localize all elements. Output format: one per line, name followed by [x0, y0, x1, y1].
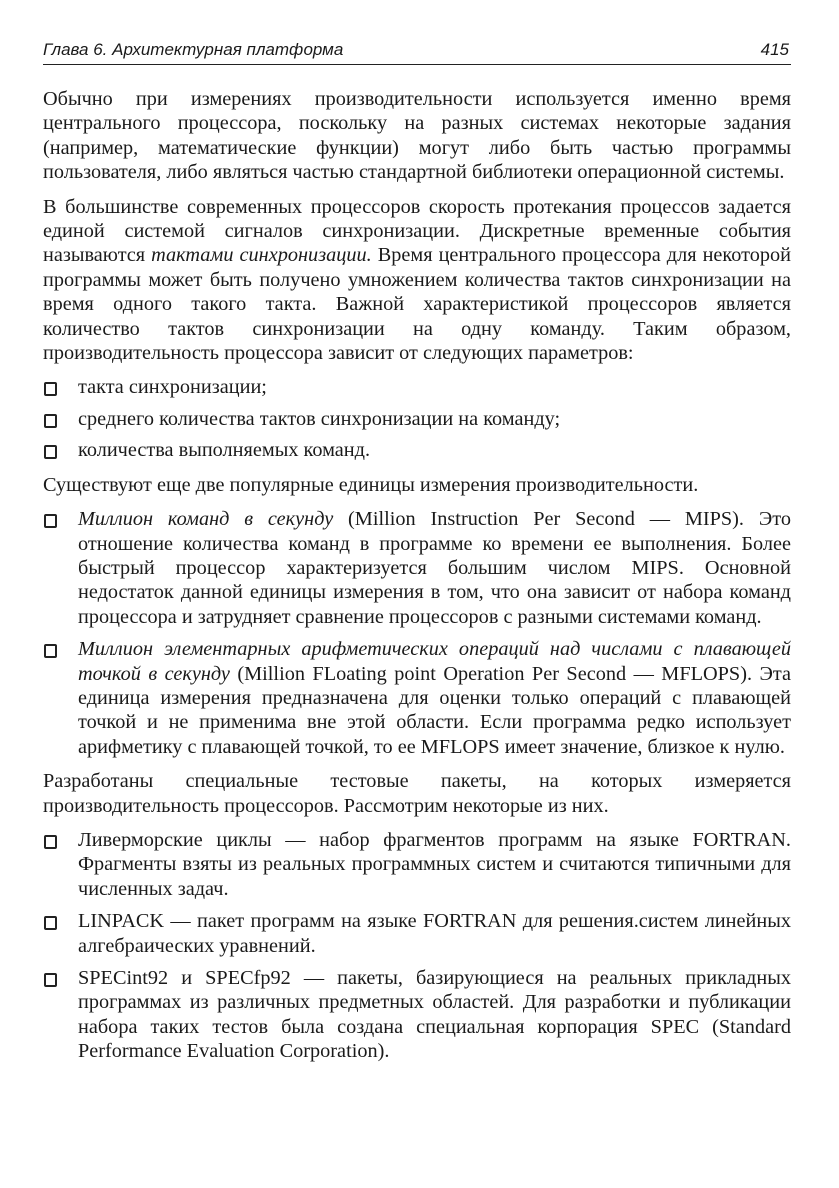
list-item-text: (Million Instruction Per Second — MIPS). Это отношение количества команд в программе ко времени ее выполнения. Более быстрый процессор характеризуется большим числом MIPS. Основной недостаток данной единицы измерения в том, что она зависит от набора команд процессора и затрудняет сравнение процессоров с разными системами команд. [78, 508, 791, 628]
checkbox-bullet-icon [44, 644, 57, 658]
paragraph [43, 195, 791, 366]
list-item [43, 909, 791, 958]
list-item [43, 828, 791, 901]
paragraph-text: Время центрального процессора для некоторой программы может быть получено умножением количества тактов синхронизации на время одного такого такта. Важной характеристикой процессоров является количество тактов синхронизации на одну команду. Таким образом, производительность процессора зависит от следующих параметров: [43, 244, 791, 365]
checkbox-bullet-icon [44, 382, 57, 396]
list-item-text: среднего количества тактов синхронизации на команду; [78, 407, 561, 430]
list-item-text: такта синхронизации; [78, 376, 267, 399]
params-list [43, 375, 791, 462]
checkbox-bullet-icon [44, 835, 57, 849]
list-item-text: количества выполняемых команд. [78, 439, 371, 462]
paragraph-text: В большинстве современных процессоров скорость протекания процессов задается единой системой сигналов синхронизации. Дискретные временные события называются [43, 195, 791, 267]
paragraph: Разработаны специальные тестовые пакеты, на которых измеряется производительность процессоров. Рассмотрим некоторые из них. [43, 770, 791, 817]
checkbox-bullet-icon [44, 445, 57, 459]
term-emphasis: Миллион элементарных арифметических операций над числами с плавающей точкой в секунду [78, 638, 791, 685]
chapter-title: Глава 6. Архитектурная платформа [43, 40, 344, 59]
checkbox-bullet-icon [44, 916, 57, 930]
list-item-text: (Million FLoating point Operation Per Second — MFLOPS). Эта единица измерения предназначена для оценки только операций с плавающей точкой и не применима вне этой области. Если программа редко использует арифметику с плавающей точкой, то ее MFLOPS имеет значение, близкое к нулю. [78, 662, 791, 758]
list-item-text: LINPACK — пакет программ на языке FORTRAN для решения.систем линейных алгебраических уравнений. [78, 910, 791, 957]
checkbox-bullet-icon [44, 414, 57, 428]
paragraph: Обычно при измерениях производительности используется именно время центрального процессора, поскольку на разных системах некоторые задания (например, математические функции) могут либо быть частью программы пользователя, либо являться частью стандартной библиотеки операционной системы. [43, 88, 791, 184]
list-item [43, 507, 791, 629]
page-number: 415 [760, 40, 789, 59]
paragraph: Существуют еще две популярные единицы измерения производительности. [43, 473, 699, 496]
benchmarks-list [43, 828, 791, 1064]
checkbox-bullet-icon [44, 973, 57, 987]
list-item-text: SPECint92 и SPECfp92 — пакеты, базирующиеся на реальных прикладных программах из различных предметных областей. Для разработки и публикации набора таких тестов была создана специальная корпорация SPEC (Standard Performance Evaluation Corporation). [78, 967, 791, 1063]
list-item-text: Ливерморские циклы — набор фрагментов программ на языке FORTRAN. Фрагменты взяты из реальных программных систем и считаются типичными для численных задач. [78, 828, 791, 900]
units-list [43, 507, 791, 759]
checkbox-bullet-icon [44, 514, 57, 528]
running-header [43, 38, 791, 65]
term-emphasis: Миллион команд в секунду [78, 508, 334, 531]
page-body [43, 87, 791, 1074]
list-item [43, 375, 791, 399]
term-emphasis: тактами синхронизации. [151, 244, 372, 267]
list-item [43, 637, 791, 759]
list-item [43, 407, 791, 431]
list-item [43, 438, 791, 462]
list-item [43, 966, 791, 1064]
